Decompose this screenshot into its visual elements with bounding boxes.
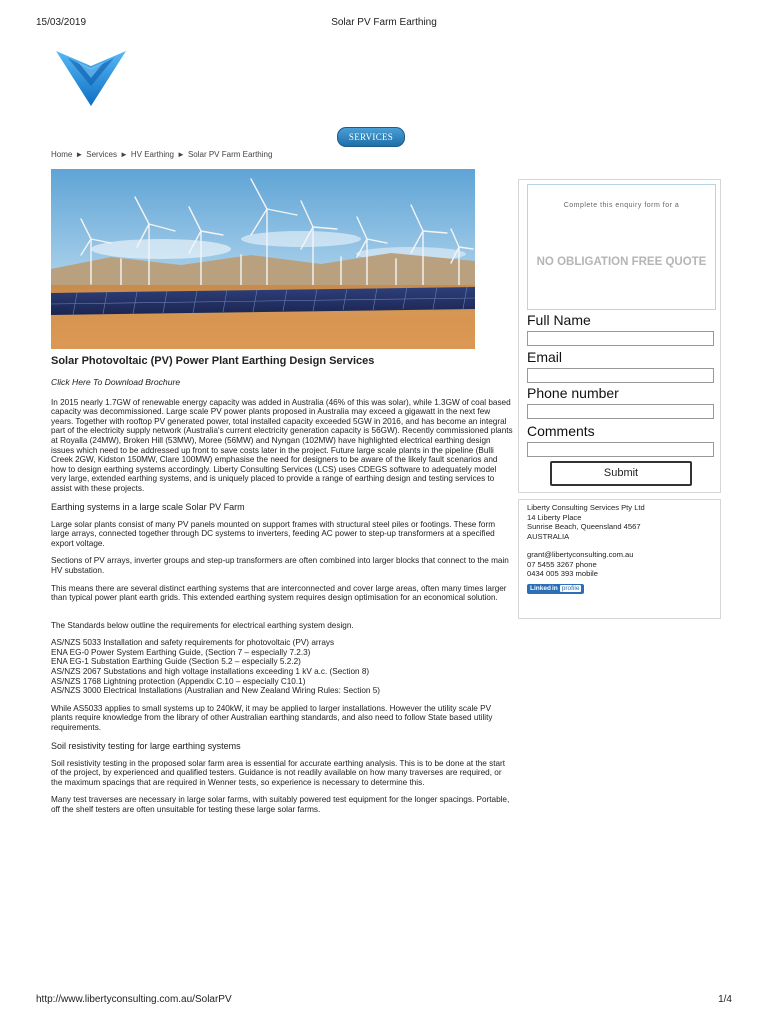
breadcrumb-separator: ► — [75, 150, 84, 159]
contact-phone: 07 5455 3267 phone — [527, 559, 597, 569]
enquiry-intro-text: Complete this enquiry form for a — [563, 202, 680, 209]
print-url: http://www.libertyconsulting.com.au/SolarPV — [36, 994, 232, 1005]
section-heading-earthing-systems: Earthing systems in a large scale Solar PV Farm — [51, 501, 245, 512]
standard-item: AS/NZS 3000 Electrical Installations (Australian and New Zealand Wiring Rules: Section 5) — [51, 686, 381, 696]
linkedin-profile-label: profile — [561, 584, 580, 592]
comments-label: Comments — [527, 423, 595, 439]
page-number: 1/4 — [718, 994, 732, 1005]
standard-item: AS/NZS 2067 Substations and high voltage installations exceeding 1 kV a.c. (Section 8) — [51, 667, 370, 677]
contact-email-link[interactable]: grant@libertyconsulting.com.au — [527, 550, 634, 559]
company-name: Liberty Consulting Services Pty Ltd — [527, 503, 645, 512]
standard-item: AS/NZS 5033 Installation and safety requirements for photovoltaic (PV) arrays — [51, 638, 335, 648]
breadcrumb-separator: ► — [119, 150, 128, 159]
breadcrumb-services[interactable]: Services — [86, 150, 117, 159]
breadcrumb-home[interactable]: Home — [51, 150, 73, 159]
paragraph: Large solar plants consist of many PV panels mounted on support frames with structural steel piles or footings. These form large arrays, connected together through DC systems to inverters, feeding AC power to step-up transformers at a specified export voltage. — [51, 519, 496, 548]
breadcrumb-current: Solar PV Farm Earthing — [187, 150, 273, 159]
email-label: Email — [527, 349, 563, 365]
intro-paragraph: In 2015 nearly 1.7GW of renewable energy capacity was added in Australia (46% of this was solar), while 1.3GW of coal based capacity was decommissioned. Large scale PV power plants proposed in Australia may exceed a gigawatt in the next few years. Together with rooftop PV generated power, total installed capacity exceeded 5GW in 2016, and has become an integral part of the electricity supply network (Australia's current electricity generation capacity is 56GW). Recently commissioned plants at Royalla (24MW), Broken Hill (53MW), Moree (56MW) and Nyngan (102MW) have highlighted electrical earthing design issues which need to be addressed up front to save costs later in the project. Future large scale plants in the pipeline (Bulli Creek 2GW, Kidston 150MW, Clare 100MW) emphasise the need for designers to be aware of the likely fault scenarios and how to design earthing systems accordingly. Liberty Consulting Services (LCS) uses CDEGS software to adequately model very large, extended earthing systems, and is uniquely placed to provide a range of earthing design and testing services to assist with these projects. — [51, 397, 513, 493]
linkedin-in-badge: in — [551, 584, 558, 592]
submit-button[interactable]: Submit — [550, 461, 692, 486]
paragraph: Soil resistivity testing in the proposed solar farm area is essential for accurate earthing analysis. This is to be done at the start of the project, by experienced and qualified testers. Guidance is not readily available on how many traverses are required, or the maximum spacings that are required in Wenner tests, so experience is necessary to determine this. — [51, 758, 506, 787]
phone-input[interactable] — [527, 404, 714, 419]
quote-banner — [527, 184, 716, 310]
email-input[interactable] — [527, 368, 714, 383]
paragraph: Many test traverses are necessary in large solar farms, with suitably powered test equipment for the longer spacings. Portable, off the shelf testers are often unsuitable for testing these large solar farms. — [51, 795, 510, 814]
as5033-note: While AS5033 applies to small systems up to 240kW, it may be applied to larger installations. However the utility scale PV plants require knowledge from the library of other Australian earthing standards, and also need to follow State based utility requirements. — [51, 703, 493, 733]
breadcrumb-hv-earthing[interactable]: HV Earthing — [130, 150, 175, 159]
breadcrumb — [51, 150, 272, 159]
linkedin-icon: Linked — [530, 584, 551, 592]
paragraph: Sections of PV arrays, inverter groups and step-up transformers are often combined into larger blocks that connect to the main HV substation. — [51, 556, 509, 575]
free-quote-text: NO OBLIGATION FREE QUOTE — [536, 256, 707, 268]
standard-item: ENA EG-1 Substation Earthing Guide (Section 5.2 – especially 5.2.2) — [51, 657, 301, 667]
enquiry-form-panel — [518, 179, 721, 493]
paragraph: This means there are several distinct earthing systems that are interconnected and cover large areas, often many times larger than typical power plant earth grids. This extended earthing system requires design optimisation for an economical solution. — [51, 583, 507, 603]
standard-item: AS/NZS 1768 Lightning protection (Appendix C.10 – especially C10.1) — [51, 676, 306, 686]
company-logo[interactable] — [56, 48, 126, 108]
standards-intro: The Standards below outline the requirements for electrical earthing system design. — [51, 620, 354, 630]
full-name-label: Full Name — [527, 312, 591, 328]
address-country: AUSTRALIA — [527, 531, 570, 541]
standards-list — [51, 638, 513, 696]
hero-image-solar-wind-farm — [51, 169, 475, 349]
linkedin-profile-button[interactable] — [527, 584, 584, 594]
address-street: 14 Liberty Place — [527, 512, 582, 522]
section-heading-soil-resistivity: Soil resistivity testing for large earthing systems — [51, 740, 241, 751]
full-name-input[interactable] — [527, 331, 714, 346]
standard-item: ENA EG-0 Power System Earthing Guide, (Section 7 – especially 7.2.3) — [51, 647, 311, 657]
contact-mobile: 0434 005 393 mobile — [527, 569, 598, 578]
services-button[interactable]: SERVICES — [337, 127, 405, 147]
main-content — [51, 355, 513, 823]
address-suburb: Sunrise Beach, Queensland 4567 — [527, 522, 641, 531]
phone-label: Phone number — [527, 385, 619, 401]
breadcrumb-separator: ► — [177, 150, 185, 159]
download-brochure-link[interactable]: Click Here To Download Brochure — [51, 377, 181, 387]
print-date: 15/03/2019 — [36, 17, 87, 28]
page-title: Solar Photovoltaic (PV) Power Plant Earthing Design Services — [51, 355, 375, 367]
comments-input[interactable] — [527, 442, 714, 457]
print-title: Solar PV Farm Earthing — [331, 17, 437, 28]
contact-panel — [518, 499, 721, 619]
print-header — [0, 17, 768, 31]
